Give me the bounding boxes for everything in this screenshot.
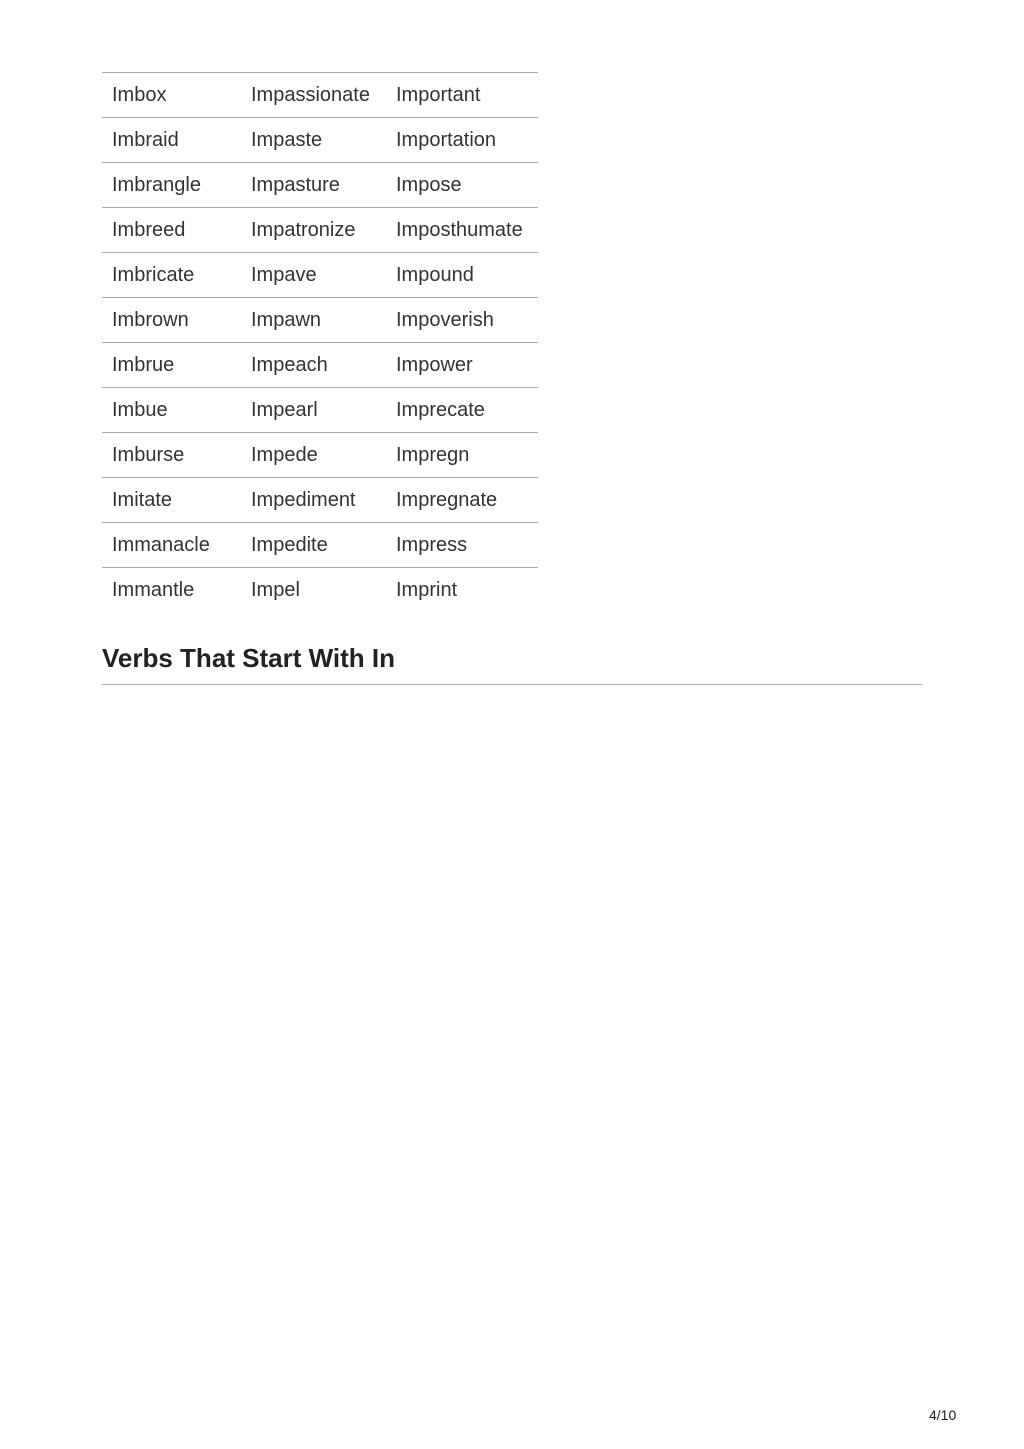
table-cell: Impower <box>386 343 538 388</box>
table-cell: Impel <box>251 579 300 601</box>
verb-table <box>102 72 538 612</box>
table-cell: Imbricate <box>102 253 241 298</box>
table-row <box>102 298 538 343</box>
table-row <box>102 523 538 568</box>
table-cell: Imbrangle <box>102 163 241 208</box>
table-row <box>102 478 538 523</box>
table-cell: Impregn <box>386 433 538 478</box>
table-cell: Imbraid <box>102 118 241 163</box>
table-cell: Impave <box>241 253 386 298</box>
table-cell: Impediment <box>241 478 386 523</box>
table-cell: Impatronize <box>241 208 386 253</box>
table-cell: Impasture <box>241 163 386 208</box>
table-cell: Impassionate <box>241 73 386 118</box>
table-cell: Imbrue <box>102 343 241 388</box>
table-cell: Impregnate <box>386 478 538 523</box>
table-row <box>102 388 538 433</box>
table-cell: Immantle <box>112 579 195 601</box>
table-row <box>102 163 538 208</box>
table-cell: Imbox <box>102 73 241 118</box>
table-row <box>102 433 538 478</box>
table-cell: Imbreed <box>102 208 241 253</box>
page-number: 4/10 <box>929 1407 957 1423</box>
table-cell: Important <box>386 73 538 118</box>
table-cell: Imitate <box>102 478 241 523</box>
table-cell: Impaste <box>241 118 386 163</box>
section-heading: Verbs That Start With In <box>102 642 922 685</box>
table-cell: Imprecate <box>386 388 538 433</box>
table-cell: Imprint <box>396 579 458 601</box>
table-cell: Impose <box>386 163 538 208</box>
table-cell: Impeach <box>241 343 386 388</box>
table-row <box>102 208 538 253</box>
table-row <box>102 73 538 118</box>
table-cell: Impedite <box>241 523 386 568</box>
table-cell: Impoverish <box>386 298 538 343</box>
table-row <box>102 568 538 613</box>
table-cell: Imburse <box>102 433 241 478</box>
table-row <box>102 343 538 388</box>
table-cell: Impearl <box>241 388 386 433</box>
table-cell: Impawn <box>241 298 386 343</box>
table-cell: Impede <box>241 433 386 478</box>
table-cell: Immanacle <box>102 523 241 568</box>
table-row <box>102 118 538 163</box>
table-cell: Imbrown <box>102 298 241 343</box>
verb-table-body <box>102 73 538 613</box>
table-cell: Impound <box>386 253 538 298</box>
table-cell: Imbue <box>102 388 241 433</box>
table-row <box>102 253 538 298</box>
table-cell: Imposthumate <box>386 208 538 253</box>
table-cell: Impress <box>386 523 538 568</box>
table-cell: Importation <box>386 118 538 163</box>
